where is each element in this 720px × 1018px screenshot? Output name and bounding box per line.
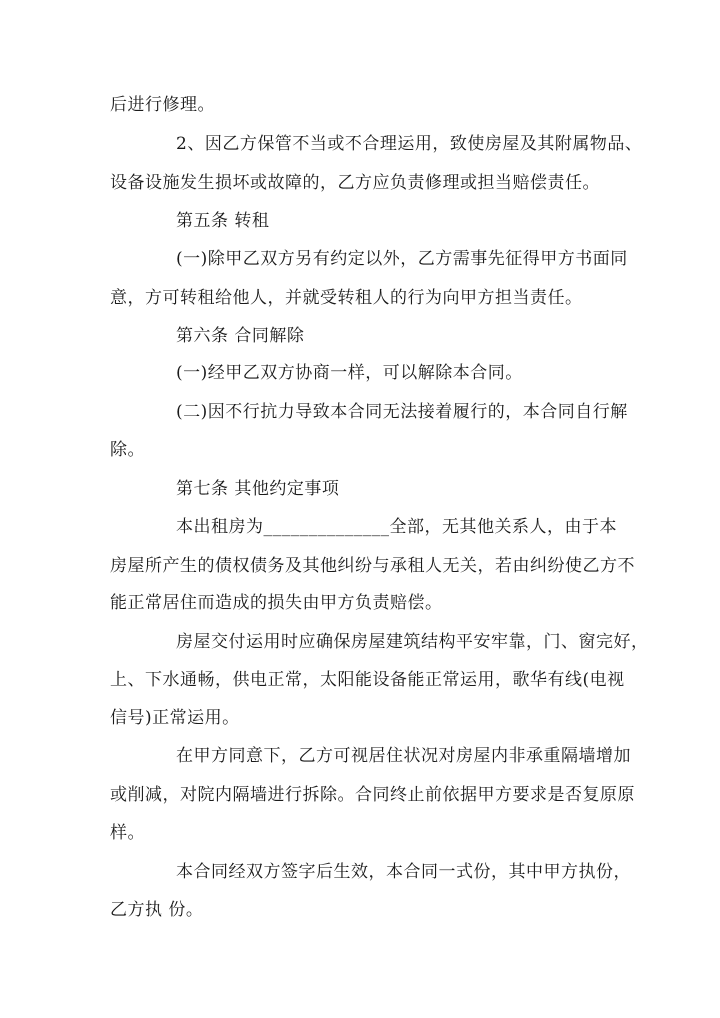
text-line: 房屋交付运用时应确保房屋建筑结构平安牢靠，门、窗完好， (176, 632, 649, 652)
text-line: (一)经甲乙双方协商一样，可以解除本合同。 (176, 363, 523, 383)
section-heading: 第五条 转租 (176, 211, 270, 231)
text-line: 2、因乙方保管不当或不合理运用，致使房屋及其附属物品、 (176, 134, 643, 154)
text-line: 在甲方同意下，乙方可视居住状况对房屋内非承重隔墙增加 (176, 746, 631, 766)
text-line: (二)因不行抗力导致本合同无法接着履行的，本合同自行解 (176, 402, 628, 422)
text-line: 除。 (110, 440, 145, 460)
text-line: 样。 (110, 823, 145, 843)
text-line: (一)除甲乙双方另有约定以外，乙方需事先征得甲方书面同 (176, 249, 628, 269)
text-line: 本出租房为______________全部，无其他关系人，由于本 (176, 517, 617, 537)
text-line: 意，方可转租给他人，并就受转租人的行为向甲方担当责任。 (110, 288, 583, 308)
text-line: 本合同经双方签字后生效，本合同一式份，其中甲方执份， (176, 862, 631, 882)
text-line: 房屋所产生的债权债务及其他纠纷与承租人无关，若由纠纷使乙方不 (110, 556, 635, 576)
text-line: 后进行修理。 (110, 95, 215, 115)
text-line: 信号)正常运用。 (110, 708, 240, 728)
text-line: 或削减，对院内隔墙进行拆除。合同终止前依据甲方要求是否复原原 (110, 785, 635, 805)
section-heading: 第七条 其他约定事项 (176, 479, 340, 499)
section-heading: 第六条 合同解除 (176, 326, 305, 346)
text-line: 上、下水通畅，供电正常，太阳能设备能正常运用，歌华有线(电视 (110, 670, 625, 690)
text-line: 能正常居住而造成的损失由甲方负责赔偿。 (110, 593, 443, 613)
text-line: 设备设施发生损坏或故障的，乙方应负责修理或担当赔偿责任。 (110, 173, 600, 193)
text-line: 乙方执 份。 (110, 900, 204, 920)
